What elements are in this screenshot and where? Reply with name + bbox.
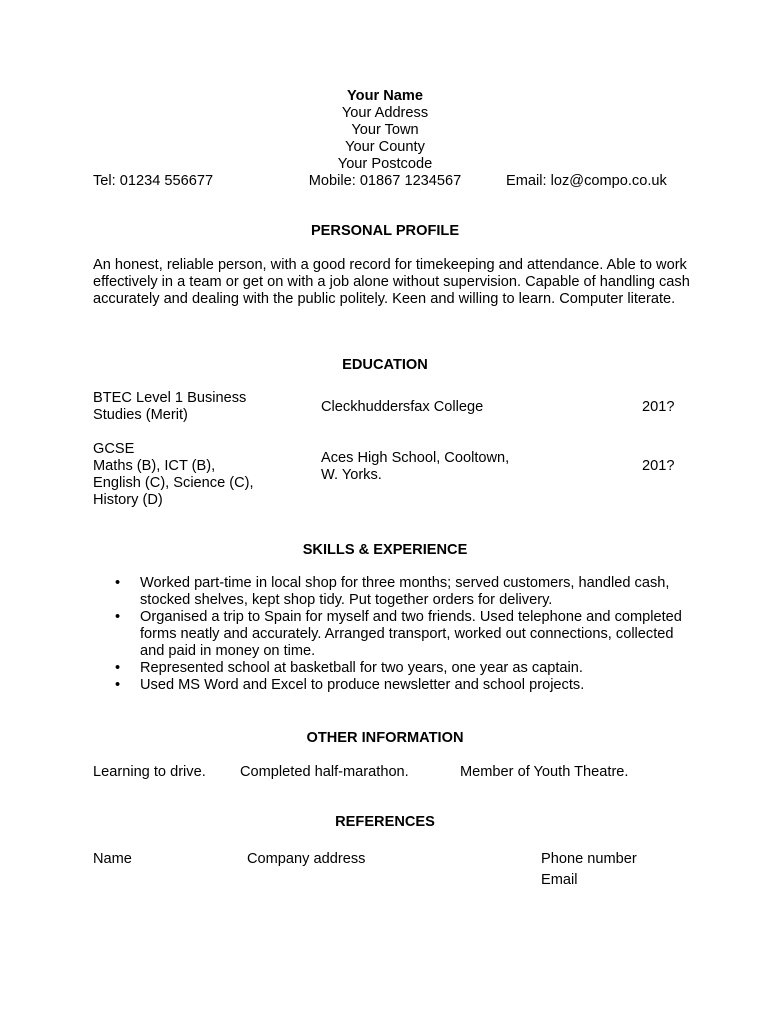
list-item xyxy=(93,575,693,609)
qualification-line: English (C), Science (C), xyxy=(93,475,254,491)
skills-heading: SKILLS & EXPERIENCE xyxy=(302,542,468,558)
education-qualification xyxy=(93,390,246,424)
list-item xyxy=(93,609,693,660)
qualification-line: BTEC Level 1 Business xyxy=(93,390,247,406)
telephone: Tel: 01234 556677 xyxy=(93,173,214,189)
education-year: 201? xyxy=(642,458,675,474)
other-item: Learning to drive. xyxy=(93,764,206,780)
town-line: Your Town xyxy=(351,122,419,138)
bullet-icon: • xyxy=(115,609,121,625)
reference-phone: Phone number xyxy=(541,851,637,867)
qualification-line: History (D) xyxy=(93,492,163,508)
list-item xyxy=(93,677,693,694)
education-qualification xyxy=(93,441,254,509)
list-item xyxy=(93,660,693,677)
institution-line: Aces High School, Cooltown, xyxy=(321,450,510,466)
skill-text: Used MS Word and Excel to produce newsletter and school projects. xyxy=(140,677,585,693)
education-institution xyxy=(321,450,509,484)
reference-company: Company address xyxy=(247,851,366,867)
qualification-line: GCSE xyxy=(93,441,135,457)
bullet-icon: • xyxy=(115,660,121,676)
county-line: Your County xyxy=(345,139,425,155)
skills-list xyxy=(93,575,693,694)
bullet-icon: • xyxy=(115,575,121,591)
skill-text: Worked part-time in local shop for three months; served customers, handled cash, stocked shelves, kept shop tidy. Put together orders for delivery. xyxy=(140,575,670,608)
institution-line: W. Yorks. xyxy=(321,467,382,483)
other-item: Completed half-marathon. xyxy=(240,764,409,780)
email-address: Email: loz@compo.co.uk xyxy=(506,173,667,189)
postcode-line: Your Postcode xyxy=(337,156,433,172)
skill-text: Represented school at basketball for two years, one year as captain. xyxy=(140,660,583,676)
other-heading: OTHER INFORMATION xyxy=(306,730,464,746)
education-institution: Cleckhuddersfax College xyxy=(321,399,484,415)
address-line: Your Address xyxy=(341,105,429,121)
bullet-icon: • xyxy=(115,677,121,693)
references-heading: REFERENCES xyxy=(335,814,435,830)
other-item: Member of Youth Theatre. xyxy=(460,764,629,780)
qualification-line: Studies (Merit) xyxy=(93,407,188,423)
education-heading: EDUCATION xyxy=(342,357,428,373)
qualification-line: Maths (B), ICT (B), xyxy=(93,458,216,474)
mobile: Mobile: 01867 1234567 xyxy=(308,173,462,189)
profile-text: An honest, reliable person, with a good record for timekeeping and attendance. Able to work effectively in a team or get on with a job alone without supervision. Capable of handling cash accurately and dealing with the public politely. Keen and willing to learn. Computer literate. xyxy=(93,257,690,307)
cv-name: Your Name xyxy=(347,88,423,104)
skill-text: Organised a trip to Spain for myself and two friends. Used telephone and completed forms neatly and accurately. Arranged transport, worked out connections, collected and paid in money on time. xyxy=(140,609,682,659)
education-year: 201? xyxy=(642,399,675,415)
reference-email: Email xyxy=(541,872,578,888)
profile-heading: PERSONAL PROFILE xyxy=(310,223,460,239)
reference-name: Name xyxy=(93,851,132,867)
